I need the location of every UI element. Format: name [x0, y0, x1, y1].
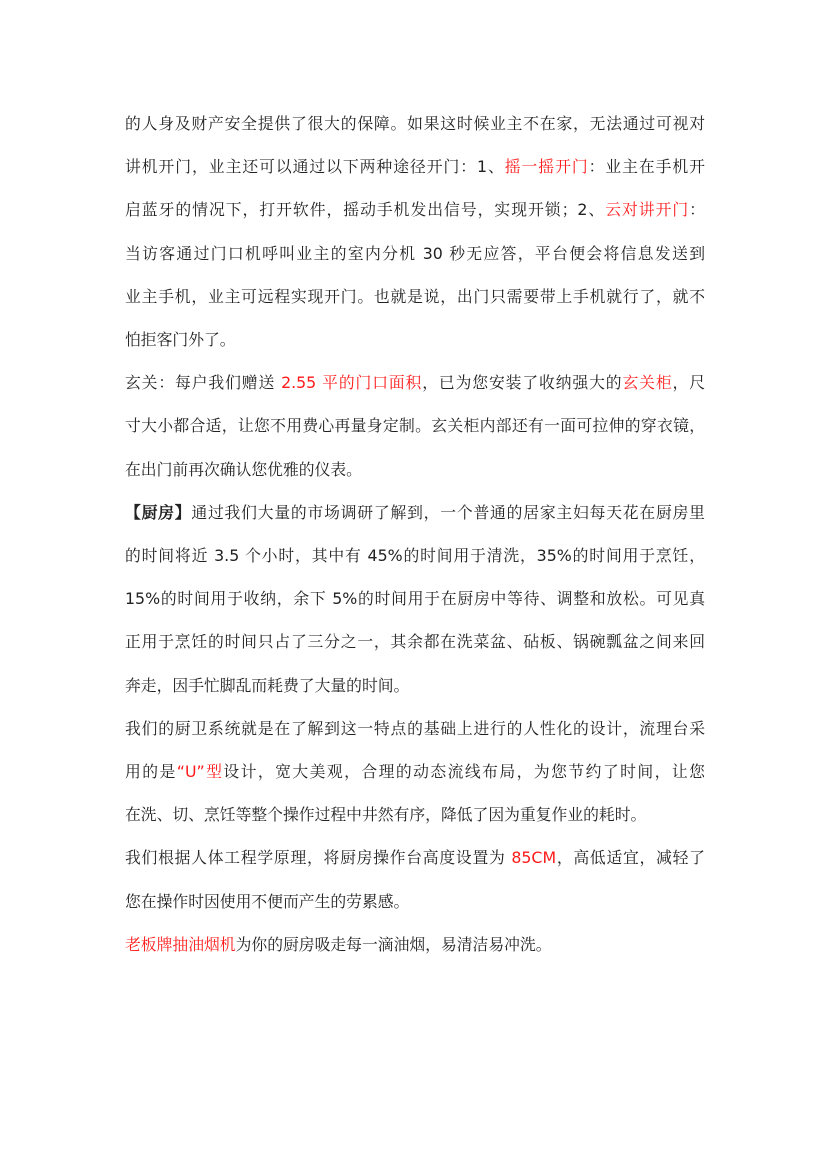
- body-text: ，已为您安装了收纳强大的: [422, 373, 623, 393]
- body-text: 奔走，因手忙脚乱而耗费了大量的时间。: [125, 675, 410, 695]
- body-text: 为你的厨房吸走每一滴油烟，易清洁易冲洗。: [235, 934, 552, 954]
- text-line: [125, 318, 705, 361]
- highlight-text: 85CM: [511, 848, 557, 868]
- body-text: 15%的时间用于收纳，余下 5%的时间用于在厨房中等待、调整和放松。可见真: [125, 589, 705, 609]
- highlight-text: 2.55 平的门口面积: [281, 373, 423, 393]
- body-text: 的人身及财产安全提供了很大的保障。如果这时候业主不在家，无法通过可视对: [125, 114, 705, 133]
- body-text: ，高低适宜，减轻了: [556, 848, 705, 868]
- text-line: [125, 750, 705, 793]
- section-heading: 【厨房】: [125, 502, 192, 522]
- text-line: [125, 923, 705, 966]
- text-line: [125, 707, 705, 750]
- text-line: [125, 836, 705, 879]
- paragraph-kitchen-design: [125, 707, 705, 837]
- text-line: [125, 577, 705, 620]
- text-line: [125, 361, 705, 404]
- body-text: 在出门前再次确认您优雅的仪表。: [125, 459, 362, 479]
- body-text: 您在操作时因使用不便而产生的劳累感。: [125, 891, 410, 911]
- text-line: [125, 880, 705, 923]
- body-text: 玄关：每户我们赠送: [125, 373, 282, 393]
- body-text: 正用于烹饪的时间只占了三分之一，其余都在洗菜盆、砧板、锅碗瓢盆之间来回: [125, 632, 705, 652]
- body-text: 讲机开门，业主还可以通过以下两种途径开门：1、: [125, 157, 505, 177]
- text-line: [125, 275, 705, 318]
- body-text: 用的是: [125, 762, 177, 782]
- text-line: [125, 232, 705, 275]
- body-text: 怕拒客门外了。: [125, 330, 236, 350]
- text-line: [125, 534, 705, 577]
- paragraph-foyer: [125, 361, 705, 491]
- paragraph-door-access: [125, 102, 705, 361]
- paragraph-range-hood: [125, 923, 705, 966]
- body-text: 在洗、切、烹饪等整个操作过程中井然有序，降低了因为重复作业的耗时。: [125, 805, 647, 825]
- text-line: [125, 404, 705, 447]
- body-text: ：: [689, 200, 705, 220]
- text-line: [125, 491, 705, 534]
- body-text: 的时间将近 3.5 个小时，其中有 45%的时间用于清洗，35%的时间用于烹饪，: [125, 546, 705, 566]
- paragraph-kitchen-intro: [125, 491, 705, 707]
- text-line: [125, 664, 705, 707]
- paragraph-counter-height: [125, 836, 705, 922]
- text-line: [125, 793, 705, 836]
- highlight-text: 玄关柜: [622, 373, 673, 393]
- text-line: [125, 188, 705, 231]
- highlight-text: 云对讲开门: [605, 200, 690, 220]
- body-text: 业主手机，业主可远程实现开门。也就是说，出门只需要带上手机就行了，就不: [125, 286, 705, 306]
- body-text: 设计，宽大美观，合理的动态流线布局，为您节约了时间，让您: [223, 762, 705, 782]
- body-text: 我们的厨卫系统就是在了解到这一特点的基础上进行的人性化的设计，流理台采: [125, 718, 705, 738]
- highlight-text: 摇一摇开门: [504, 157, 589, 177]
- document-body: [125, 102, 705, 966]
- text-line: [125, 145, 705, 188]
- body-text: ：业主在手机开: [588, 157, 705, 177]
- body-text: 当访客通过门口机呼叫业主的室内分机 30 秒无应答，平台便会将信息发送到: [125, 243, 705, 263]
- body-text: 我们根据人体工程学原理，将厨房操作台高度设置为: [125, 848, 512, 868]
- text-line: [125, 102, 705, 145]
- body-text: 启蓝牙的情况下，打开软件，摇动手机发出信号，实现开锁；2、: [125, 200, 606, 220]
- body-text: 通过我们大量的市场调研了解到，一个普通的居家主妇每天花在厨房里: [191, 502, 705, 522]
- text-line: [125, 620, 705, 663]
- body-text: 寸大小都合适，让您不用费心再量身定制。玄关柜内部还有一面可拉伸的穿衣镜，: [125, 416, 705, 436]
- highlight-text: “U”型: [176, 762, 224, 782]
- highlight-text: 老板牌抽油烟机: [125, 934, 236, 954]
- text-line: [125, 448, 705, 491]
- body-text: ，尺: [672, 373, 705, 393]
